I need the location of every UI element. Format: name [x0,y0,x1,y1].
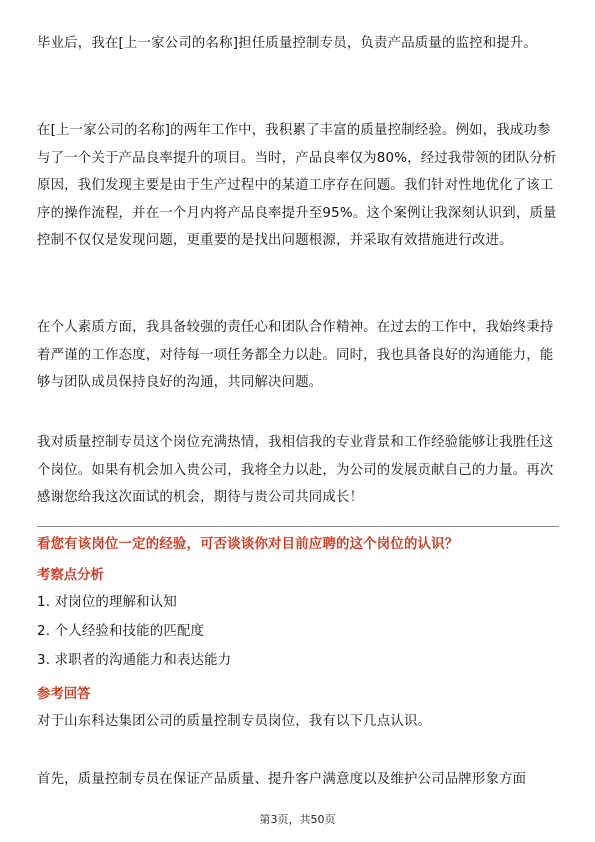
analysis-item: 2. 个人经验和技能的匹配度 [37,624,205,639]
page-number-footer: 第3页，共50页 [259,813,336,826]
interview-question: 看您有该岗位一定的经验，可否谈谈你对目前应聘的这个岗位的认识？ [37,537,459,552]
reference-answer-line: 对于山东科达集团公司的质量控制专员岗位，我有以下几点认识。 [37,714,432,729]
body-paragraph: 在[上一家公司的名称]的两年工作中，我积累了丰富的质量控制经验。例如，我成功参与了一个关于产品良率提升的项目。当时，产品良率仅为80%，经过我带领的团队分析原因，我们发现主要是由于生产过程中的某道工序存在问题。我们针对性地优化了该工序的操作流程，并在一个月内将产品良率提升至95%。这个案例让我深刻认识到，质量控制不仅仅是发现问题，更重要的是找出问题根源，并采取有效措施进行改进。 [37,123,557,248]
body-paragraph: 在个人素质方面，我具备较强的责任心和团队合作精神。在过去的工作中，我始终秉持着严谨的工作态度，对待每一项任务都全力以赴。同时，我也具备良好的沟通能力，能够与团队成员保持良好的沟通，共同解决问题。 [37,320,554,390]
analysis-heading: 考察点分析 [37,568,104,583]
analysis-item: 1. 对岗位的理解和认知 [37,595,177,610]
reference-answer-line: 首先，质量控制专员在保证产品质量、提升客户满意度以及维护公司品牌形象方面 [37,772,527,787]
body-paragraph: 我对质量控制专员这个岗位充满热情，我相信我的专业背景和工作经验能够让我胜任这个岗位。如果有机会加入贵公司，我将全力以赴，为公司的发展贡献自己的力量。再次感谢您给我这次面试的机会，期待与贵公司共同成长！ [37,435,554,505]
analysis-item: 3. 求职者的沟通能力和表达能力 [37,653,232,668]
reference-answer-heading: 参考回答 [37,687,91,702]
body-paragraph: 毕业后，我在[上一家公司的名称]担任质量控制专员，负责产品质量的监控和提升。 [37,36,538,51]
section-divider [37,526,559,527]
